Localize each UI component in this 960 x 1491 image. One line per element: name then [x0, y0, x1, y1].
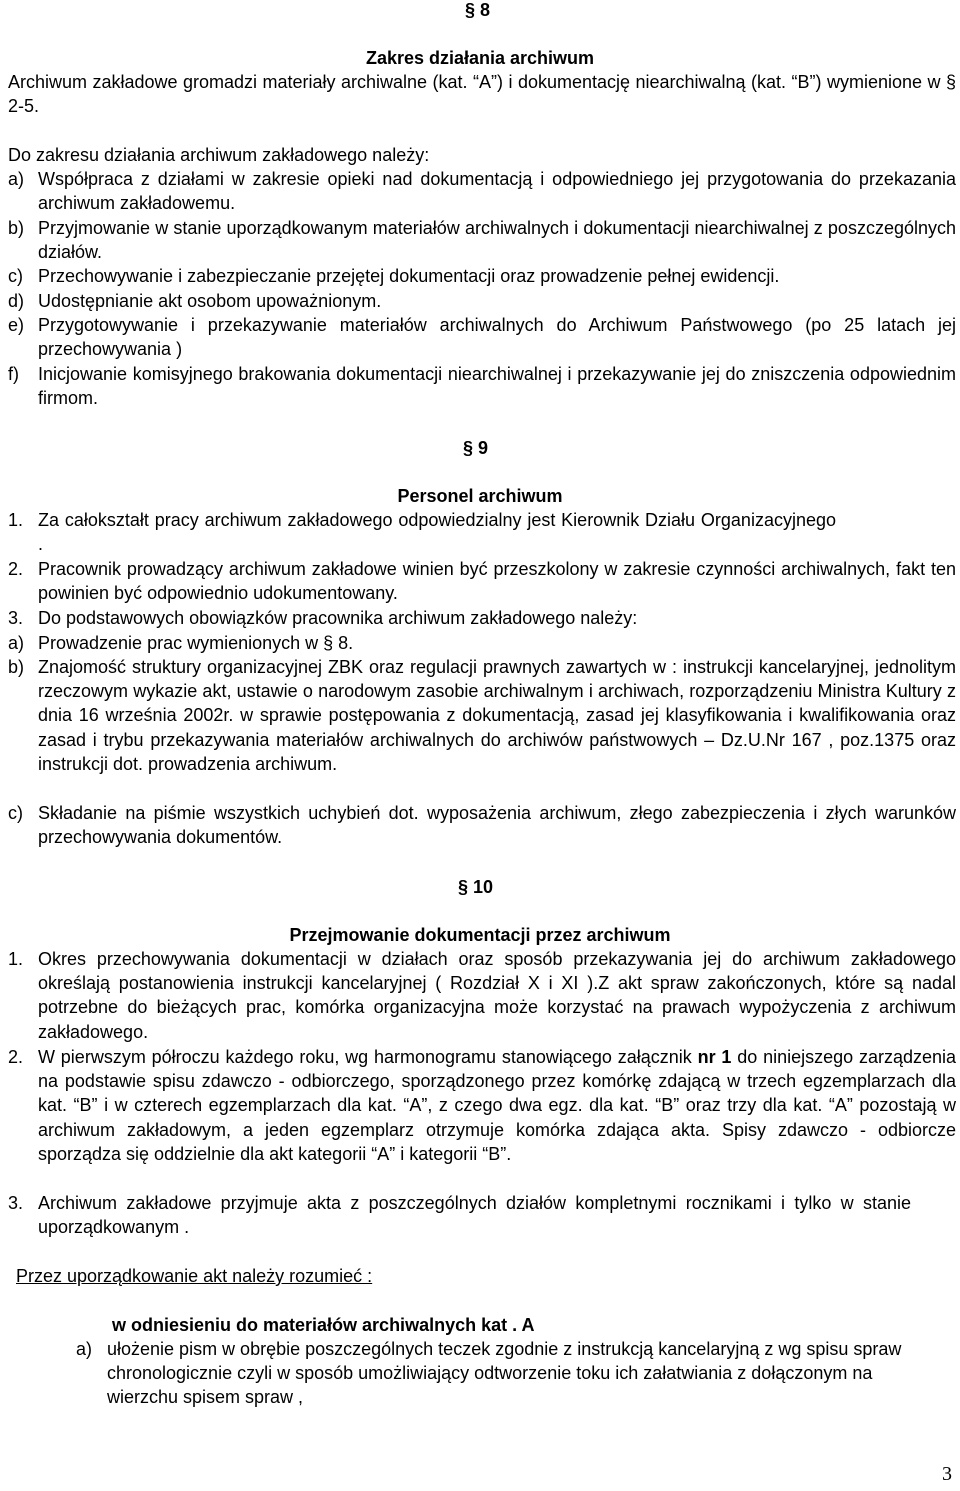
list-item [8, 313, 956, 361]
list-item-label: 3. [8, 608, 24, 628]
list-item-text: Prowadzenie prac wymienionych w § 8. [38, 633, 354, 653]
list-item-label: c) [8, 803, 23, 823]
list-item [76, 1337, 916, 1410]
list-item [8, 508, 956, 556]
list-item [8, 947, 956, 1044]
list-item-label: 2. [8, 1047, 24, 1067]
list-item-text: Okres przechowywania dokumentacji w działach oraz sposób przekazywania jej do archiwum zakładowego określają postanowienia instrukcji kancelaryjnej ( Rozdział X i XI ).Z akt spraw zakończonych, które są nadal potrzebne do bieżących prac, komórka organizacyjna może korzystać na prawach wypożyczenia z archiwum zakładowego. [38, 949, 956, 1042]
list-item-label: a) [76, 1339, 93, 1359]
page-number: 3 [942, 1463, 952, 1485]
list-item-text: Przyjmowanie w stanie uporządkowanym materiałów archiwalnych i dokumentacji niearchiwalnej z poszczególnych działów. [38, 218, 956, 263]
list-item-label: f) [8, 364, 19, 384]
list-item-label: d) [8, 291, 25, 311]
list-item [8, 655, 956, 776]
list-item-text: Pracownik prowadzący archiwum zakładowe winien być przeszkolony w zakresie czynności archiwalnych, fakt ten powinien być odpowiednio udokumentowany. [38, 559, 956, 604]
section-9-number: § 9 [463, 438, 489, 458]
list-item [8, 167, 956, 215]
list-item-text: Współpraca z działami w zakresie opieki nad dokumentacją i odpowiedniego jej przygotowania do przekazania archiwum zakładowemu. [38, 169, 956, 214]
list-item-text: Składanie na piśmie wszystkich uchybień dot. wyposażenia archiwum, złego zabezpieczenia i złych warunków przechowywania dokumentów. [38, 803, 956, 848]
list-item-label: b) [8, 657, 25, 677]
list-item-text: Przechowywanie i zabezpieczanie przejętej dokumentacji oraz prowadzenie pełnej ewidencji. [38, 266, 780, 286]
text-segment: do niniejszego zarządzenia na podstawie spisu zdawczo - odbiorczego, sporządzonego przez komórkę zdającą w trzech egzemplarzach dla kat. “B” i w czterech egzemplarzach dla kat. “A”, z czego dwa egz. dla kat. “B” oraz trzy dla kat. “A” pozostają w archiwum zakładowym, a jeden egzemplarz otrzymuje komórka zdająca akta. Spisy zdawczo - odbiorcze sporządza się oddzielnie dla akt kategorii “A” i kategorii “B”. [38, 1047, 956, 1164]
list-item-text: ułożenie pism w obrębie poszczególnych teczek zgodnie z instrukcją kancelaryjną z wg spisu spraw chronologicznie czyli w sposób umożliwiający odtworzenie toku ich załatwiania z dołączonym na wierzchu spisem spraw , [107, 1339, 902, 1408]
text-segment: W pierwszym półroczu każdego roku, wg harmonogramu stanowiącego załącznik [38, 1047, 698, 1067]
section-9-title: Personel archiwum [397, 486, 563, 506]
section-8-number: § 8 [465, 0, 491, 20]
list-item [8, 216, 956, 264]
list-item-label: 3. [8, 1193, 24, 1213]
list-item [8, 631, 956, 655]
list-item-label: e) [8, 315, 25, 335]
list-item-text: Znajomość struktury organizacyjnej ZBK oraz regulacji prawnych zawartych w : instrukcji kancelaryjnej, jednolitym rzeczowym wykazie akt, ustawie o narodowym zasobie archiwalnym i archiwach, rozporządzeniu Ministra Kultury z dnia 16 września 2002r. w sprawie postępowania z dokumentacją, zasad jej klasyfikowania i kwalifikowania oraz zasad i trybu przekazywania materiałów archiwalnych do archiwów państwowych – Dz.U.Nr 167 , poz.1375 oraz instrukcji dot. prowadzenia archiwum. [38, 657, 956, 774]
list-item-label: b) [8, 218, 25, 238]
list-item-label: 2. [8, 559, 24, 579]
attachment-ref: nr 1 [697, 1047, 732, 1067]
section-8-intro: Archiwum zakładowe gromadzi materiały archiwalne (kat. “A”) i dokumentację niearchiwalną (kat. “B”) wymienione w § 2-5. [8, 72, 956, 117]
list-item-text [38, 1045, 956, 1166]
list-item-text: Do podstawowych obowiązków pracownika archiwum zakładowego należy: [38, 608, 638, 628]
list-item-label: a) [8, 633, 25, 653]
list-item-label: 1. [8, 949, 24, 969]
list-item [8, 1191, 956, 1239]
list-item-text: Inicjowanie komisyjnego brakowania dokumentacji niearchiwalnej i przekazywanie jej do zniszczenia odpowiednim firmom. [38, 364, 956, 409]
section-8-lead: Do zakresu działania archiwum zakładowego należy: [8, 145, 430, 165]
subheading: w odniesieniu do materiałów archiwalnych kat . A [112, 1315, 535, 1335]
list-item [8, 289, 956, 313]
underlined-heading: Przez uporządkowanie akt należy rozumieć : [16, 1266, 373, 1286]
list-item [8, 606, 956, 630]
list-item [8, 557, 956, 605]
list-item-text: Przygotowywanie i przekazywanie materiałów archiwalnych do Archiwum Państwowego (po 25 latach jej przechowywania ) [38, 315, 956, 360]
list-item [8, 801, 956, 849]
list-item [8, 1045, 956, 1166]
list-item-text: Udostępnianie akt osobom upoważnionym. [38, 291, 382, 311]
list-item [8, 264, 956, 288]
list-item-label: 1. [8, 510, 24, 530]
section-10-title: Przejmowanie dokumentacji przez archiwum [289, 925, 671, 945]
list-item [8, 362, 956, 410]
list-item-label: c) [8, 266, 23, 286]
list-item-text: Za całokształt pracy archiwum zakładowego odpowiedzialny jest Kierownik Działu Organizacyjnego . [38, 510, 836, 555]
list-item-label: a) [8, 169, 25, 189]
list-item-text: Archiwum zakładowe przyjmuje akta z poszczególnych działów kompletnymi rocznikami i tylko w stanie uporządkowanym . [38, 1193, 911, 1238]
section-10-number: § 10 [458, 877, 494, 897]
section-8-title: Zakres działania archiwum [365, 48, 595, 68]
